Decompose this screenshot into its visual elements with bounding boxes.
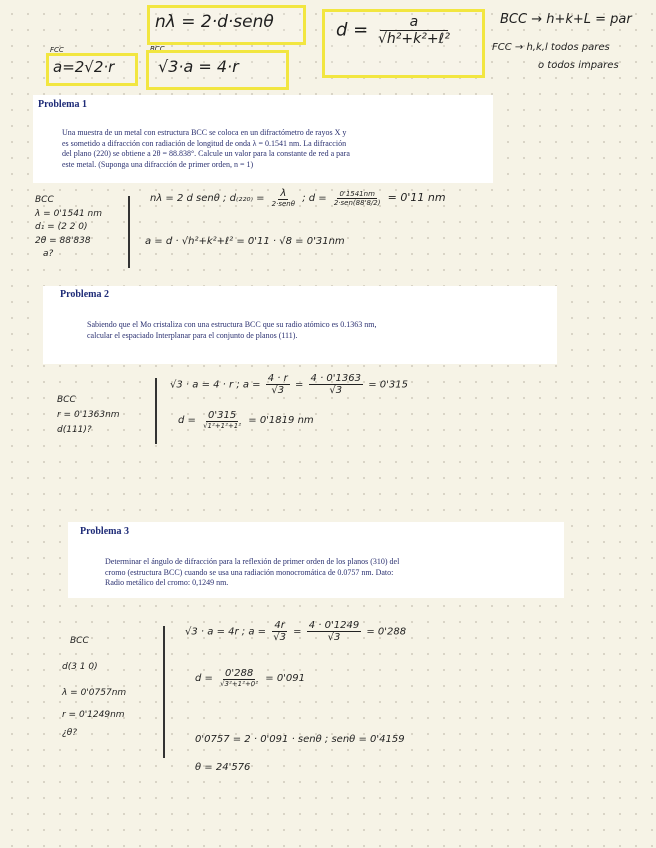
- problem-3-title: Problema 3: [80, 526, 129, 537]
- p2-eq1-den1: √3: [271, 385, 285, 396]
- p2-eq1-result: = 0'315: [368, 379, 408, 391]
- p3-eq3: 0'0757 = 2 · 0'091 · senθ ; senθ = 0'4159: [195, 734, 405, 745]
- problem-1-line: este metal. (Suponga una difracción de primer orden, n = 1): [62, 159, 254, 169]
- p2-divider: [155, 378, 157, 444]
- p2-eq2-frac: [201, 410, 243, 430]
- p3-eq1-den1: √3: [273, 632, 286, 643]
- p3-eq1-num1: 4r: [274, 620, 285, 631]
- p2-data-item: d(111)?: [57, 425, 92, 435]
- p1-eq1-frac: [270, 188, 297, 208]
- p2-eq1-frac2: [309, 373, 363, 396]
- p2-eq2-result: = 0'1819 nm: [248, 415, 314, 426]
- p2-eq1-a: √3 · a = 4 · r ; a =: [170, 379, 261, 391]
- p3-data-item: d(3 1 0): [62, 662, 98, 672]
- p3-eq2-frac: [218, 668, 260, 688]
- p1-data-item: a?: [43, 249, 54, 259]
- p1-eq1-num: λ: [280, 188, 287, 199]
- fcc-label: FCC: [50, 46, 64, 54]
- p3-eq2-d: d =: [195, 673, 213, 684]
- problem-1-line: Una muestra de un metal con estructura BCC se coloca en un difractómetro de rayos X y: [62, 128, 347, 137]
- p2-eq2-den: √1²+1²+1²: [203, 422, 242, 430]
- fcc-formula: a=2√2·r: [53, 58, 115, 76]
- bragg-law: nλ = 2·d·senθ: [155, 12, 274, 32]
- p3-eq2: [195, 668, 305, 688]
- p2-eq1-den2: √3: [329, 385, 343, 396]
- p1-data: [35, 194, 102, 262]
- problem-3-line: Determinar el ángulo de difracción para la reflexión de primer orden de los planos (310) del: [105, 557, 400, 566]
- rule-bcc: BCC → h+k+L = par: [500, 12, 632, 27]
- p1-divider: [128, 196, 130, 268]
- p2-data: [57, 393, 120, 438]
- p3-eq1-frac1: [271, 620, 288, 643]
- problem-2-line: calcular el espaciado Interplanar para el conjunto de planos (111).: [87, 330, 298, 340]
- p3-eq2-num: 0'288: [224, 668, 254, 679]
- p3-eq1: √3 · a = 4r ; a = $\frac{4r}{√3}$ = $\frac{4 \cdot 0'1249}{√3}$ = 0'288: [185, 620, 407, 643]
- problem-1-statement: [62, 128, 472, 170]
- problem-3-line: Radio metálico del cromo: 0,1249 nm.: [105, 578, 229, 587]
- problem-2-line: Sabiendo que el Mo cristaliza con una estructura BCC que su radio atómico es 0.1363 nm,: [87, 320, 377, 329]
- p3-eq1-den2: √3: [327, 632, 341, 643]
- p1-eq1-d: ; d =: [302, 193, 327, 204]
- p2-eq1: √3 · a = 4 · r ; a = $\frac{4 \cdot r}{√3}$ = $\frac{4 \cdot 0'1363}{√3}$ = 0'315: [170, 373, 408, 396]
- problem-1-title: Problema 1: [38, 99, 87, 110]
- p2-eq1-frac1: [266, 373, 290, 396]
- p2-eq2-num: 0'315: [207, 410, 237, 421]
- p1-data-item: BCC: [35, 195, 54, 205]
- problem-2-statement: [87, 320, 542, 341]
- p1-eq1-frac2: [332, 190, 383, 207]
- p3-eq1-num2: 4 · 0'1249: [308, 620, 360, 631]
- p3-data-item: r = 0'1249nm: [62, 710, 125, 720]
- p2-eq2: [178, 410, 314, 430]
- p3-divider: [163, 626, 165, 758]
- p1-data-item: 2θ = 88'838: [35, 235, 91, 246]
- p3-data-item: λ = 0'0757nm: [62, 688, 127, 698]
- p3-eq4: θ = 24'576: [195, 762, 251, 773]
- p1-eq1-result: = 0'11 nm: [387, 191, 446, 204]
- p1-eq2: a = d · √h²+k²+ℓ² = 0'11 · √8 = 0'31nm: [145, 236, 345, 247]
- rule-fcc-1: FCC → h,k,l todos pares: [492, 42, 610, 53]
- problem-1-line: es sometido a difracción con radiación de longitud de onda λ = 0.1541 nm. La difracción: [62, 138, 347, 148]
- rule-fcc-2: o todos impares: [538, 60, 619, 71]
- problem-3-line: cromo (estructura BCC) cuando se usa una radiación monocromática de 0.0757 nm. Dato:: [105, 567, 394, 577]
- interplanar-num: a: [380, 14, 449, 31]
- p2-eq1-num2: 4 · 0'1363: [310, 373, 361, 384]
- p3-eq2-den: √3²+1²+0²: [220, 680, 259, 688]
- p2-data-item: r = 0'1363nm: [57, 410, 120, 420]
- interplanar-formula: [336, 14, 454, 47]
- problem-1-line: del plano (220) se obtiene a 2θ = 88.838°. Calcule un valor para la constante de red a para: [62, 149, 350, 158]
- p1-eq1: [150, 188, 446, 208]
- p1-eq1-bragg: nλ = 2 d senθ ;: [150, 193, 227, 204]
- p3-eq2-result: = 0'091: [265, 673, 306, 684]
- p3-data-item: ¿θ?: [62, 728, 78, 738]
- bcc-label: BCC: [150, 45, 165, 53]
- problem-3-statement: [105, 557, 550, 589]
- p2-eq1-num1: 4 · r: [267, 373, 288, 384]
- p1-eq1-den2: 2·sen(88'8/2): [333, 198, 381, 207]
- p1-data-item: λ = 0'1541 nm: [35, 208, 103, 219]
- interplanar-den: √h²+k²+ℓ²: [377, 31, 450, 47]
- p1-eq1-den: 2·senθ: [271, 200, 296, 208]
- bcc-formula: √3·a = 4·r: [158, 57, 239, 76]
- p2-data-item: BCC: [57, 395, 76, 405]
- p3-eq1-result: = 0'288: [366, 626, 407, 638]
- p3-data-item: BCC: [70, 636, 89, 646]
- p3-data: [62, 628, 126, 742]
- problem-2-title: Problema 2: [60, 289, 109, 300]
- p1-data-item: d₁ = (2 2 0): [35, 222, 88, 232]
- p2-eq2-d: d =: [178, 415, 196, 426]
- p1-eq1-d220: d₍₂₂₀₎ =: [229, 193, 265, 204]
- p1-eq1-num2: 0'1541nm: [339, 189, 375, 198]
- interplanar-lhs: d =: [336, 19, 369, 41]
- p3-eq1-a: √3 · a = 4r ; a =: [185, 626, 267, 638]
- p3-eq1-frac2: [307, 620, 361, 643]
- interplanar-fraction: [376, 14, 452, 47]
